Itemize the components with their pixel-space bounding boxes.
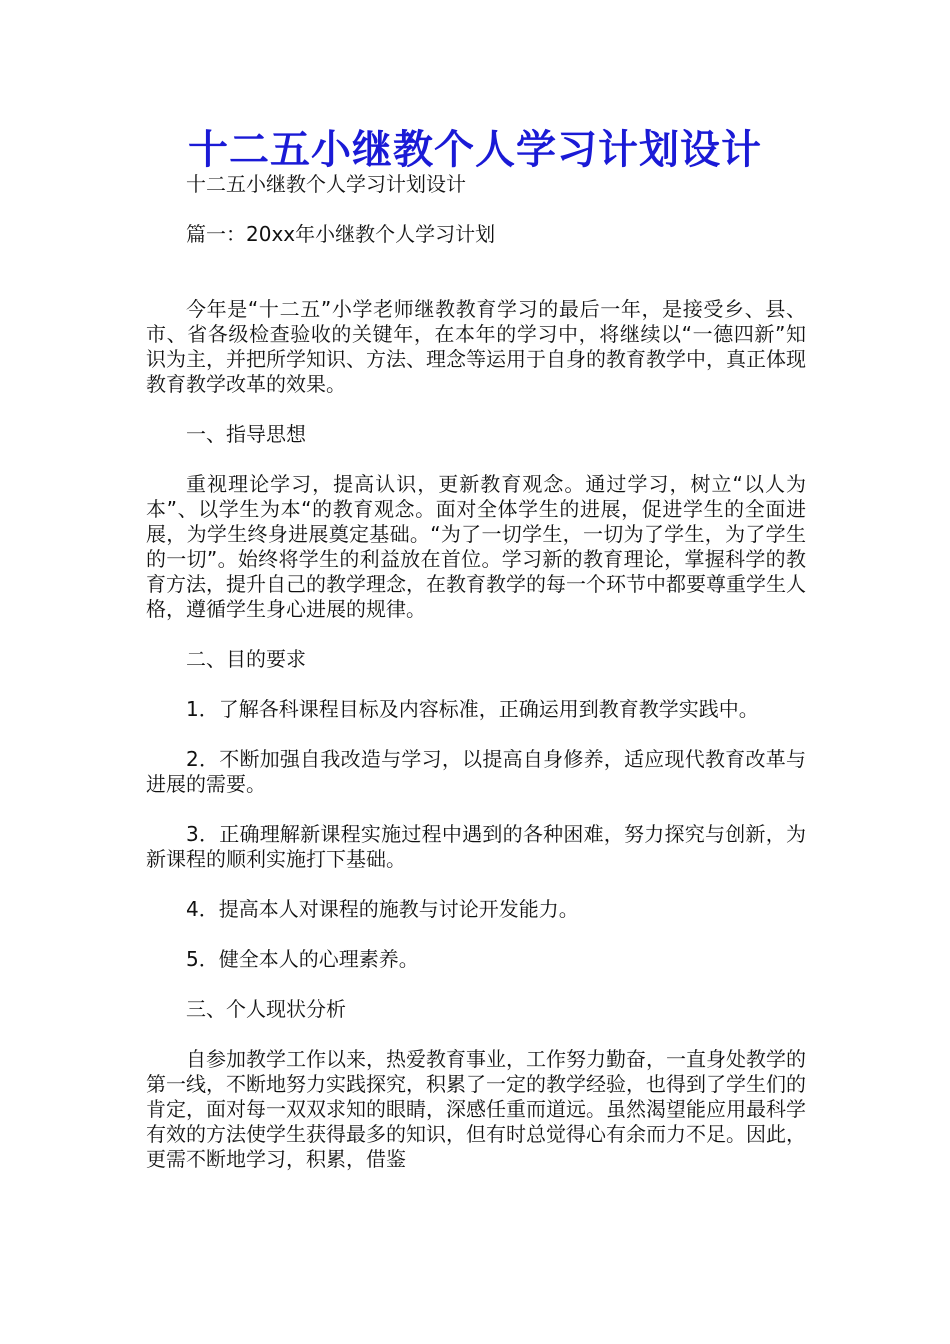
status-analysis-paragraph: 自参加教学工作以来，热爱教育事业，工作努力勤奋，一直身处教学的第一线，不断地努力实践探究，积累了一定的教学经验，也得到了学生们的肯定，面对每一双双求知的眼睛，深感任重而道远。虽然渴望能应用最科学有效的方法使学生获得最多的知识，但有时总觉得心有余而力不足。因此，更需不断地学习，积累，借鉴 — [146, 1047, 806, 1171]
heading-guiding-thought: 一、指导思想 — [186, 422, 306, 446]
heading-status-analysis: 三、个人现状分析 — [186, 997, 346, 1021]
heading-objectives: 二、目的要求 — [186, 647, 306, 671]
document-title: 十二五小继教个人学习计划设计 — [188, 126, 762, 173]
objective-item-1: 1．了解各科课程目标及内容标准，正确运用到教育教学实践中。 — [186, 697, 759, 721]
intro-paragraph: 今年是“十二五”小学老师继教教育学习的最后一年，是接受乡、县、市、省各级检查验收的关键年，在本年的学习中，将继续以“一德四新”知识为主，并把所学知识、方法、理念等运用于自身的教育教学中，真正体现教育教学改革的效果。 — [146, 297, 806, 396]
guiding-thought-paragraph: 重视理论学习，提高认识，更新教育观念。通过学习，树立“以人为本”、以学生为本“的教育观念。面对全体学生的进展，促进学生的全面进展，为学生终身进展奠定基础。“为了一切学生，一切为了学生，为了学生的一切”。始终将学生的利益放在首位。学习新的教育理论，掌握科学的教育方法，提升自己的教学理念，在教育教学的每一个环节中都要尊重学生人格，遵循学生身心进展的规律。 — [146, 472, 806, 621]
objective-item-4: 4．提高本人对课程的施教与讨论开发能力。 — [186, 897, 579, 921]
objective-item-5: 5．健全本人的心理素养。 — [186, 947, 419, 971]
objective-item-2: 2．不断加强自我改造与学习，以提高自身修养，适应现代教育改革与进展的需要。 — [146, 747, 806, 796]
objective-item-3: 3．正确理解新课程实施过程中遇到的各种困难，努力探究与创新，为新课程的顺利实施打下基础。 — [146, 822, 806, 871]
section-heading-article-one: 篇一：20xx年小继教个人学习计划 — [186, 222, 496, 246]
document-body — [146, 172, 806, 1172]
subtitle-paragraph: 十二五小继教个人学习计划设计 — [186, 172, 466, 196]
